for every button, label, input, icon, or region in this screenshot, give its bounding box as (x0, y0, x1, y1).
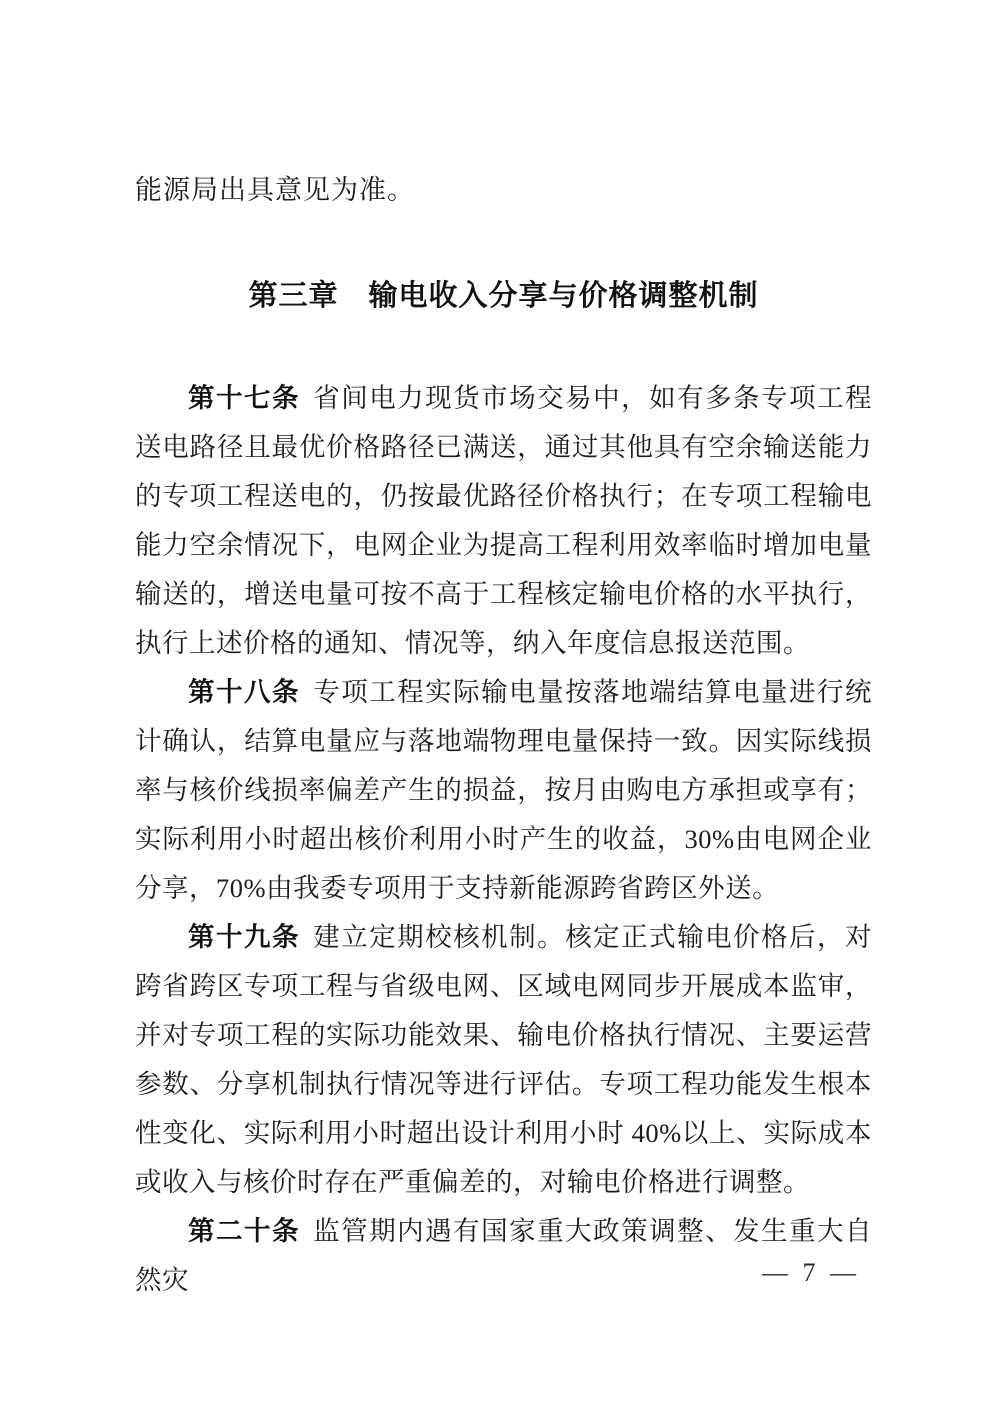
paragraph-continuation: 能源局出具意见为准。 (135, 175, 415, 205)
article-20 (135, 1207, 872, 1305)
article-17-text: 省间电力现货市场交易中，如有多条专项工程送电路径且最优价格路径已满送，通过其他具有空余输送能力的专项工程送电的，仍按最优路径价格执行；在专项工程输电能力空余情况下，电网企业为提高工程利用效率临时增加电量输送的，增送电量可按不高于工程核定输电价格的水平执行，执行上述价格的通知、情况等，纳入年度信息报送范围。 (135, 383, 873, 658)
article-19-label: 第十九条 (188, 922, 300, 952)
page-number: — 7 — (762, 1258, 860, 1287)
article-19 (135, 913, 872, 1207)
article-20-label: 第二十条 (188, 1216, 300, 1246)
article-19-text: 建立定期校核机制。核定正式输电价格后，对跨省跨区专项工程与省级电网、区域电网同步开展成本监审，并对专项工程的实际功能效果、输电价格执行情况、主要运营参数、分享机制执行情况等进行评估。专项工程功能发生根本性变化、实际利用小时超出设计利用小时 40%以上、实际成本或收入与核价时存在严重偏差的，对输电价格进行调整。 (135, 922, 873, 1197)
document-content (135, 166, 872, 1305)
article-20-text: 监管期内遇有国家重大政策调整、发生重大自然灾 (135, 1216, 873, 1295)
article-18-label: 第十八条 (188, 677, 300, 707)
chapter-heading: 第三章 输电收入分享与价格调整机制 (248, 280, 759, 312)
articles-section (135, 374, 872, 1305)
article-18 (135, 668, 872, 913)
article-17 (135, 374, 872, 668)
article-18-text: 专项工程实际输电量按落地端结算电量进行统计确认，结算电量应与落地端物理电量保持一致。因实际线损率与核价线损率偏差产生的损益，按月由购电方承担或享有；实际利用小时超出核价利用小时产生的收益，30%由电网企业分享，70%由我委专项用于支持新能源跨省跨区外送。 (135, 677, 873, 903)
article-17-label: 第十七条 (188, 383, 300, 413)
